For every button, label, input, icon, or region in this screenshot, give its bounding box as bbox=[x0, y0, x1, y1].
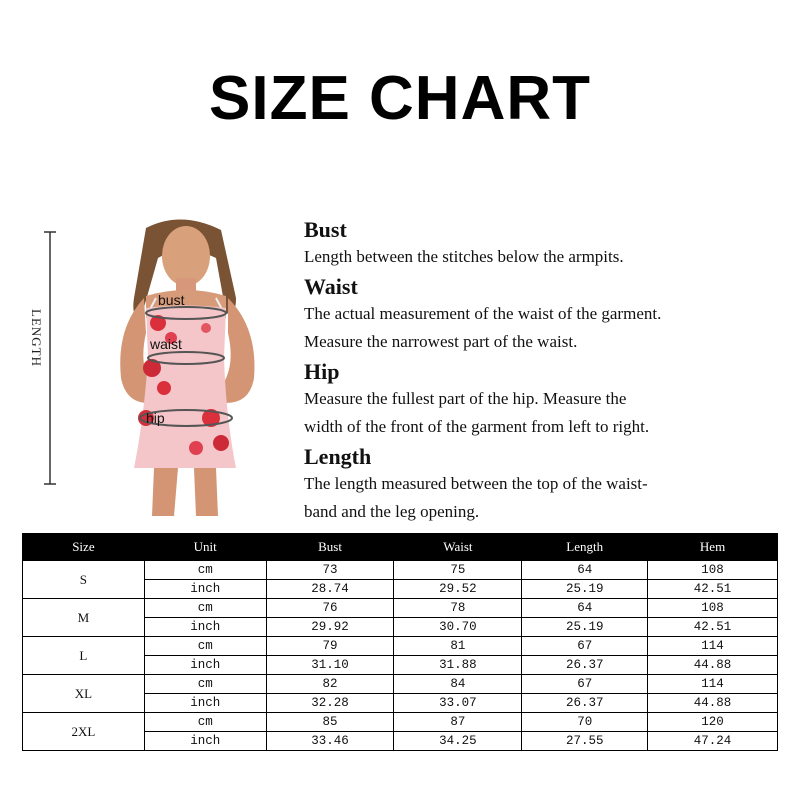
header-length: Length bbox=[522, 534, 648, 561]
length-cell: 67 bbox=[522, 637, 648, 656]
length-heading: Length bbox=[304, 444, 372, 469]
hem-cell: 114 bbox=[648, 675, 778, 694]
length-cell: 26.37 bbox=[522, 694, 648, 713]
bust-cell: 79 bbox=[266, 637, 394, 656]
bust-heading: Bust bbox=[304, 217, 347, 242]
waist-cell: 31.88 bbox=[394, 656, 522, 675]
size-cell: XL bbox=[23, 675, 145, 713]
product-photo bbox=[86, 218, 282, 518]
bust-cell: 82 bbox=[266, 675, 394, 694]
waist-cell: 84 bbox=[394, 675, 522, 694]
bust-cell: 76 bbox=[266, 599, 394, 618]
hem-cell: 108 bbox=[648, 599, 778, 618]
length-cell: 64 bbox=[522, 599, 648, 618]
bust-cell: 29.92 bbox=[266, 618, 394, 637]
length-cell: 26.37 bbox=[522, 656, 648, 675]
waist-cell: 87 bbox=[394, 713, 522, 732]
hip-line: width of the front of the garment from left to right. bbox=[304, 417, 650, 436]
bust-description bbox=[304, 216, 784, 271]
hem-cell: 114 bbox=[648, 637, 778, 656]
hem-cell: 42.51 bbox=[648, 618, 778, 637]
waist-cell: 34.25 bbox=[394, 732, 522, 751]
waist-cell: 30.70 bbox=[394, 618, 522, 637]
length-cell: 64 bbox=[522, 561, 648, 580]
unit-cell: inch bbox=[144, 618, 266, 637]
hem-cell: 120 bbox=[648, 713, 778, 732]
hip-tag: hip bbox=[146, 410, 165, 426]
unit-cell: inch bbox=[144, 656, 266, 675]
header-unit: Unit bbox=[144, 534, 266, 561]
header-size: Size bbox=[23, 534, 145, 561]
length-description bbox=[304, 443, 784, 526]
bust-cell: 33.46 bbox=[266, 732, 394, 751]
size-table bbox=[22, 533, 778, 751]
bust-cell: 28.74 bbox=[266, 580, 394, 599]
page-title: SIZE CHART bbox=[209, 64, 591, 133]
length-cell: 25.19 bbox=[522, 580, 648, 599]
unit-cell: cm bbox=[144, 675, 266, 694]
header-bust: Bust bbox=[266, 534, 394, 561]
waist-cell: 33.07 bbox=[394, 694, 522, 713]
size-cell: 2XL bbox=[23, 713, 145, 751]
hip-description bbox=[304, 358, 784, 441]
length-cell: 25.19 bbox=[522, 618, 648, 637]
size-cell: L bbox=[23, 637, 145, 675]
bust-cell: 32.28 bbox=[266, 694, 394, 713]
table-header-row bbox=[23, 534, 778, 561]
measurement-descriptions bbox=[304, 216, 784, 528]
waist-heading: Waist bbox=[304, 274, 358, 299]
waist-line: The actual measurement of the waist of the garment. bbox=[304, 304, 662, 323]
bust-tag: bust bbox=[158, 292, 185, 308]
length-line: band and the leg opening. bbox=[304, 502, 480, 521]
waist-tag: waist bbox=[150, 336, 182, 352]
hem-cell: 42.51 bbox=[648, 580, 778, 599]
hip-line: Measure the fullest part of the hip. Measure the bbox=[304, 389, 627, 408]
length-line: The length measured between the top of the waist- bbox=[304, 474, 648, 493]
hem-cell: 108 bbox=[648, 561, 778, 580]
table-row bbox=[23, 637, 778, 656]
unit-cell: inch bbox=[144, 694, 266, 713]
header-waist: Waist bbox=[394, 534, 522, 561]
waist-line: Measure the narrowest part of the waist. bbox=[304, 332, 578, 351]
length-cell: 27.55 bbox=[522, 732, 648, 751]
unit-cell: cm bbox=[144, 713, 266, 732]
unit-cell: cm bbox=[144, 561, 266, 580]
waist-cell: 81 bbox=[394, 637, 522, 656]
length-cell: 67 bbox=[522, 675, 648, 694]
waist-cell: 78 bbox=[394, 599, 522, 618]
unit-cell: cm bbox=[144, 599, 266, 618]
hem-cell: 44.88 bbox=[648, 694, 778, 713]
table-row bbox=[23, 713, 778, 732]
size-cell: M bbox=[23, 599, 145, 637]
length-label: LENGTH bbox=[29, 309, 44, 367]
waist-cell: 75 bbox=[394, 561, 522, 580]
header-hem: Hem bbox=[648, 534, 778, 561]
table-row bbox=[23, 675, 778, 694]
table-row bbox=[23, 599, 778, 618]
waist-cell: 29.52 bbox=[394, 580, 522, 599]
hem-cell: 47.24 bbox=[648, 732, 778, 751]
hip-heading: Hip bbox=[304, 359, 340, 384]
unit-cell: cm bbox=[144, 637, 266, 656]
unit-cell: inch bbox=[144, 732, 266, 751]
bust-cell: 85 bbox=[266, 713, 394, 732]
bust-line: Length between the stitches below the armpits. bbox=[304, 247, 624, 266]
table-row bbox=[23, 561, 778, 580]
bust-cell: 31.10 bbox=[266, 656, 394, 675]
length-cell: 70 bbox=[522, 713, 648, 732]
waist-description bbox=[304, 273, 784, 356]
bust-cell: 73 bbox=[266, 561, 394, 580]
unit-cell: inch bbox=[144, 580, 266, 599]
size-cell: S bbox=[23, 561, 145, 599]
hem-cell: 44.88 bbox=[648, 656, 778, 675]
